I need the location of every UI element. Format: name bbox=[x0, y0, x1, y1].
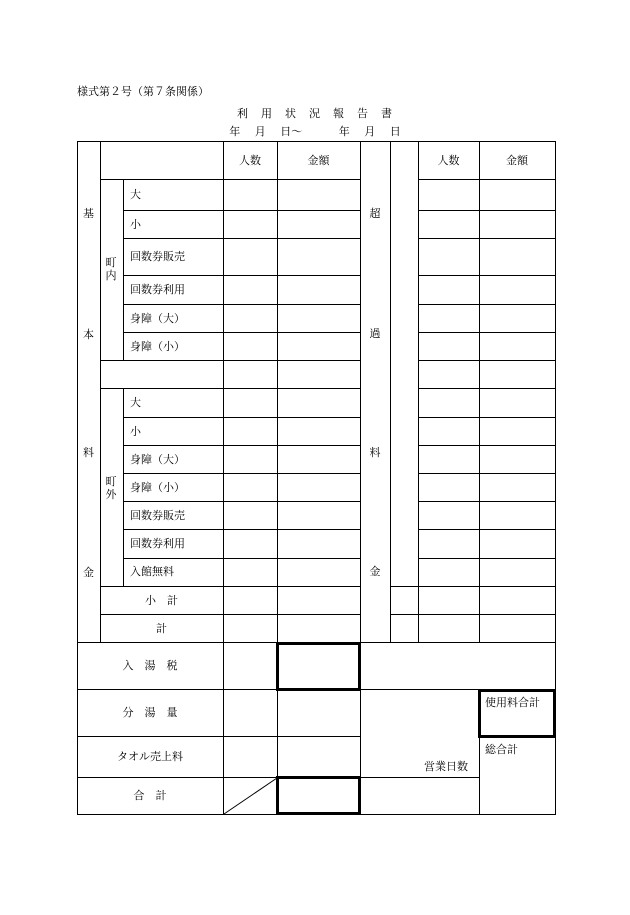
grid-line bbox=[223, 141, 224, 814]
grid-line bbox=[418, 360, 555, 361]
grid-line bbox=[123, 473, 360, 474]
town-in-item: 小 bbox=[130, 218, 141, 231]
grand-total-label: 総合計 bbox=[485, 743, 518, 756]
grid-line bbox=[123, 558, 360, 559]
grid-line bbox=[390, 141, 391, 642]
town-in-item: 身障（小） bbox=[130, 340, 185, 353]
grid-line bbox=[418, 304, 555, 305]
excess-fee-label-char: 金 bbox=[369, 565, 381, 578]
sum-label: 合 計 bbox=[133, 789, 167, 802]
grid-line bbox=[123, 275, 360, 276]
town-out-item: 身障（大） bbox=[130, 453, 185, 466]
subtotal-label: 小 計 bbox=[145, 594, 178, 607]
grid-line bbox=[360, 141, 361, 814]
sum-amount-box bbox=[276, 776, 361, 815]
grid-line bbox=[123, 417, 360, 418]
grid-line bbox=[100, 586, 360, 587]
document-title: 利 用 状 況 報 告 書 bbox=[237, 107, 393, 120]
town-out-item: 入館無料 bbox=[130, 565, 174, 578]
town-out-item: 身障（小） bbox=[130, 481, 185, 494]
grid-line bbox=[418, 388, 555, 389]
bath-tax-amount-box bbox=[276, 642, 361, 691]
reporting-period: 年 月 日～ 年 月 日 bbox=[229, 125, 401, 138]
town-in-item: 回数券利用 bbox=[130, 283, 185, 296]
town-out-item: 小 bbox=[130, 425, 141, 438]
grid-line bbox=[123, 238, 360, 239]
usage-fee-total-label: 使用料合計 bbox=[485, 696, 540, 709]
diagonal-line bbox=[223, 777, 278, 815]
total-label: 計 bbox=[156, 622, 167, 635]
grid-line bbox=[418, 210, 555, 211]
grid-line bbox=[123, 388, 124, 586]
grid-line bbox=[418, 501, 555, 502]
grid-line bbox=[418, 417, 555, 418]
header-amount-right: 金額 bbox=[506, 154, 528, 167]
grid-line bbox=[479, 141, 480, 642]
grid-line bbox=[123, 529, 360, 530]
grid-line bbox=[123, 210, 360, 211]
grid-line bbox=[123, 332, 360, 333]
grid-line bbox=[100, 614, 360, 615]
grid-line bbox=[418, 558, 555, 559]
excess-fee-label-char: 料 bbox=[369, 446, 381, 459]
town-in-item: 身障（大） bbox=[130, 312, 185, 325]
grid-line bbox=[418, 141, 419, 642]
grid-line bbox=[390, 586, 555, 587]
grid-line bbox=[77, 736, 360, 737]
grid-line bbox=[123, 445, 360, 446]
grid-line bbox=[123, 179, 124, 360]
town-out-item: 回数券利用 bbox=[130, 537, 185, 550]
town-out-item: 大 bbox=[130, 396, 141, 409]
form-number: 様式第２号（第７条関係） bbox=[77, 85, 209, 98]
grid-line bbox=[390, 614, 555, 615]
grid-line bbox=[100, 360, 360, 361]
basic-fee-label-char: 金 bbox=[83, 566, 94, 579]
grid-line bbox=[123, 304, 360, 305]
header-count-right: 人数 bbox=[437, 154, 460, 167]
grid-line bbox=[418, 275, 555, 276]
basic-fee-label-char: 本 bbox=[83, 328, 94, 341]
basic-fee-label-char: 基 bbox=[83, 207, 94, 220]
excess-fee-label-char: 超 bbox=[369, 207, 381, 220]
bath-tax-label: 入 湯 税 bbox=[122, 659, 178, 672]
grid-line bbox=[418, 529, 555, 530]
grid-line bbox=[123, 501, 360, 502]
table-border-top bbox=[77, 141, 555, 142]
grid-line bbox=[277, 141, 278, 814]
business-days-label: 営業日数 bbox=[424, 760, 468, 773]
towel-sales-label: タオル売上料 bbox=[117, 750, 183, 763]
town-in-item: 大 bbox=[130, 188, 141, 201]
grid-line bbox=[100, 388, 360, 389]
grid-line bbox=[100, 141, 101, 642]
town-out-label: 町外 bbox=[105, 475, 117, 501]
town-in-label: 町内 bbox=[105, 256, 117, 282]
basic-fee-label-char: 料 bbox=[83, 446, 94, 459]
header-amount-left: 金額 bbox=[307, 154, 330, 167]
header-count-left: 人数 bbox=[239, 154, 261, 167]
excess-fee-label-char: 過 bbox=[369, 327, 381, 340]
grid-line bbox=[418, 179, 555, 180]
grid-line bbox=[100, 179, 360, 180]
grid-line bbox=[418, 445, 555, 446]
grid-line bbox=[418, 332, 555, 333]
town-out-item: 回数券販売 bbox=[130, 509, 185, 522]
bath-volume-label: 分 湯 量 bbox=[122, 706, 178, 719]
grid-line bbox=[418, 473, 555, 474]
town-in-item: 回数券販売 bbox=[130, 250, 185, 263]
grid-line bbox=[418, 238, 555, 239]
